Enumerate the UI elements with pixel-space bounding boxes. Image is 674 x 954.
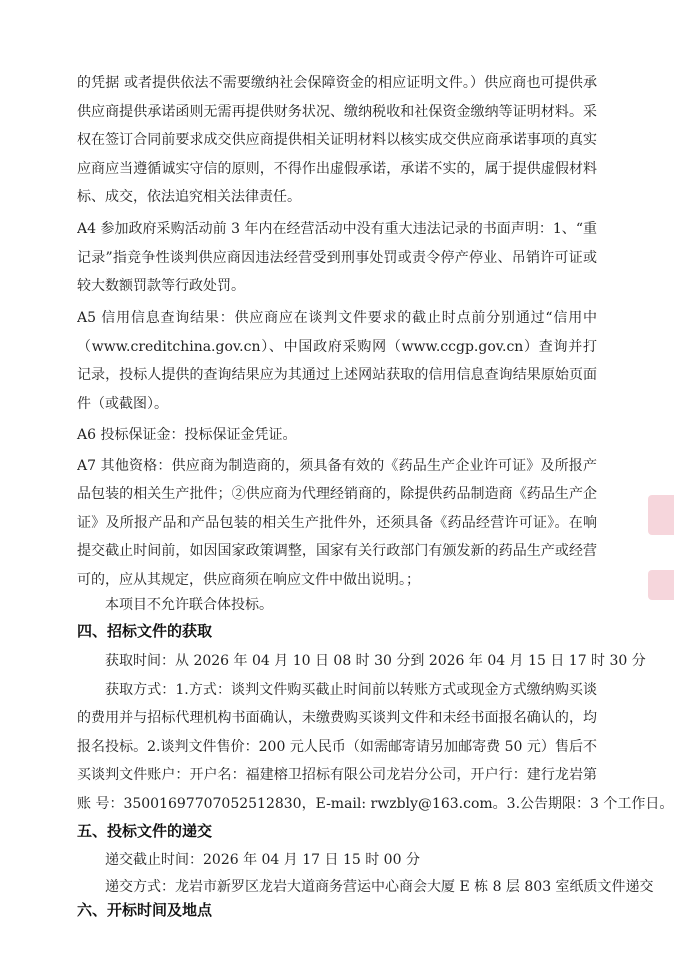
section-heading-4: 四、招标文件的获取 — [77, 622, 213, 640]
body-line: 应商应当遵循诚实守信的原则，不得作出虚假承诺，承诺不实的，属于提供虚假材料 — [77, 161, 597, 177]
body-line: 记录，投标人提供的查询结果应为其通过上述网站获取的信用信息查询结果原始页面 — [77, 367, 597, 383]
body-line: 账 号：35001697707052512830，E-mail: rwzbly@163.com。3.公告期限：3 个工作日。 — [77, 796, 674, 812]
body-line: 的凭据 或者提供依法不需要缴纳社会保障资金的相应证明文件。）供应商也可提供承 — [77, 75, 597, 91]
body-line: 供应商提供承诺函则无需再提供财务状况、缴纳税收和社保资金缴纳等证明材料。采 — [77, 104, 597, 120]
body-line: 较大数额罚款等行政处罚。 — [77, 278, 245, 294]
body-line: （www.creditchina.gov.cn）、中国政府采购网（www.ccgp.gov.cn）查询并打 — [77, 339, 597, 355]
body-line: 记录”指竞争性谈判供应商因违法经营受到刑事处罚或责令停产停业、吊销许可证或 — [77, 250, 597, 266]
body-line: 本项目不允许联合体投标。 — [105, 597, 273, 613]
seal-stamp-fragment — [648, 495, 674, 535]
body-line: 的费用并与招标代理机构书面确认，未缴费购买谈判文件和未经书面报名确认的，均 — [77, 710, 597, 726]
body-line: A7 其他资格：供应商为制造商的，须具备有效的《药品生产企业许可证》及所报产 — [77, 458, 597, 474]
body-line: 递交截止时间：2026 年 04 月 17 日 15 时 00 分 — [105, 852, 420, 868]
body-line: 获取方式：1.方式：谈判文件购买截止时间前以转账方式或现金方式缴纳购买谈 — [105, 682, 597, 698]
body-line: 获取时间：从 2026 年 04 月 10 日 08 时 30 分到 2026 年 04 月 15 日 17 时 30 分 — [105, 653, 646, 669]
body-line: 品包装的相关生产批件；②供应商为代理经销商的，除提供药品制造商《药品生产企 — [77, 486, 597, 502]
body-line: 可的，应从其规定，供应商须在响应文件中做出说明。； — [77, 572, 420, 588]
body-line: A6 投标保证金：投标保证金凭证。 — [77, 427, 297, 443]
body-line: 买谈判文件账户：开户名：福建榕卫招标有限公司龙岩分公司，开户行：建行龙岩第 — [77, 767, 597, 783]
body-line: 权在签订合同前要求成交供应商提供相关证明材料以核实成交供应商承诺事项的真实 — [77, 132, 597, 148]
seal-stamp-fragment — [648, 570, 674, 600]
body-line: A5 信用信息查询结果：供应商应在谈判文件要求的截止时点前分别通过“信用中 — [77, 310, 597, 326]
body-line: 标、成交，依法追究相关法律责任。 — [77, 189, 301, 205]
body-line: A4 参加政府采购活动前 3 年内在经营活动中没有重大违法记录的书面声明：1、“重 — [77, 221, 597, 237]
section-heading-6: 六、开标时间及地点 — [77, 901, 213, 919]
body-line: 提交截止时间前，如因国家政策调整，国家有关行政部门有颁发新的药品生产或经营 — [77, 543, 597, 559]
section-heading-5: 五、投标文件的递交 — [77, 822, 213, 840]
body-line: 证》及所报产品和产品包装的相关生产批件外，还须具备《药品经营许可证》。在响 — [77, 515, 597, 531]
body-line: 件（或截图）。 — [77, 396, 168, 412]
body-line: 报名投标。2.谈判文件售价：200 元人民币（如需邮寄请另加邮寄费 50 元）售后不 — [77, 739, 597, 755]
body-line: 递交方式：龙岩市新罗区龙岩大道商务营运中心商会大厦 E 栋 8 层 803 室纸质文件递交 — [105, 879, 654, 895]
